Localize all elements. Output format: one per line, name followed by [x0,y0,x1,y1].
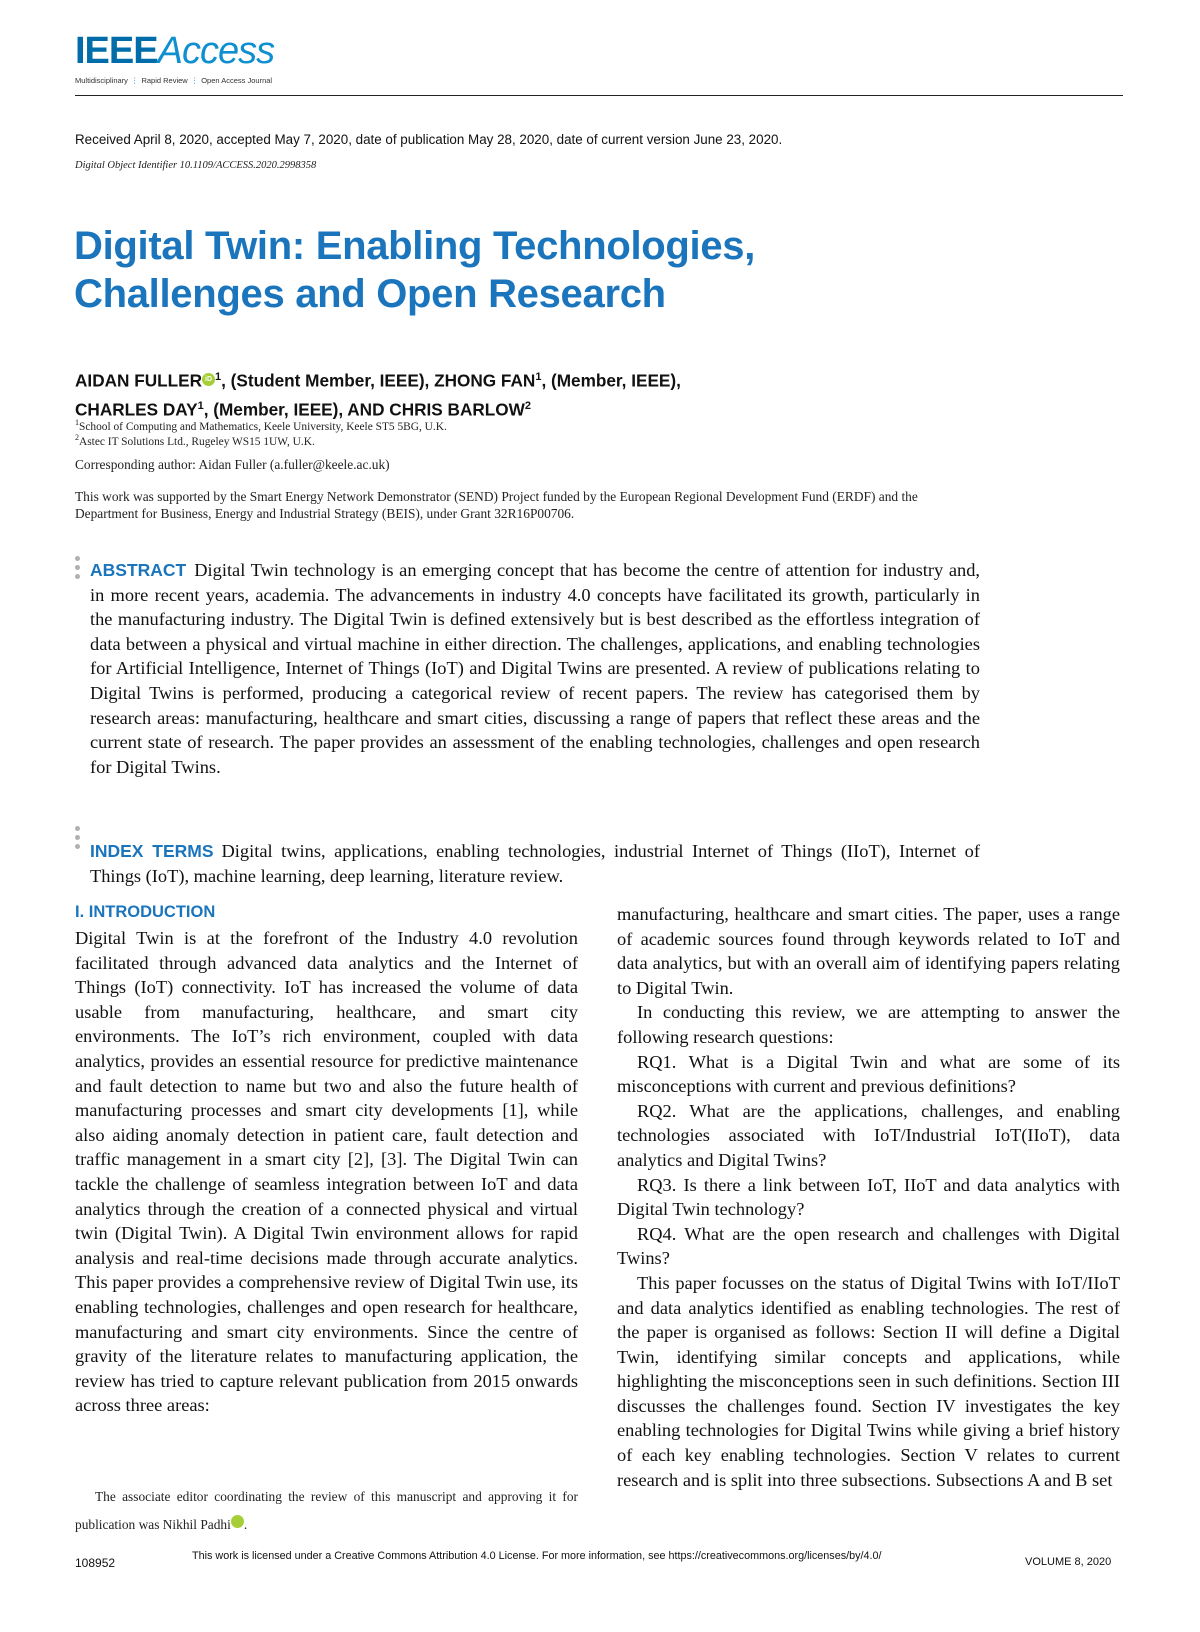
research-question: RQ2. What are the applications, challenges, and enabling technologies associated with IoT/Industrial IoT(IIoT), data analytics and Digital Twins? [617,1100,1120,1170]
body-paragraph: This paper focusses on the status of Digital Twins with IoT/IIoT and data analytics identified as enabling technologies. The rest of the paper is organised as follows: Section II will define a Digital Twin, identifying similar concepts and applications, while highlighting the misconceptions seen in such definitions. Section III discusses the challenges found. Section IV investigates the key enabling technologies for Digital Twins while giving a brief history of each key enabling technologies. Section V relates to current research and is split into three subsections. Subsections A and B set [617,1272,1120,1490]
volume-info: VOLUME 8, 2020 [1025,1556,1112,1568]
abstract-label: ABSTRACT [90,560,187,580]
body-paragraph: manufacturing, healthcare and smart cities. The paper, uses a range of academic sources found through keywords related to IoT and data analytics, but with an overall aim of identifying papers relating to Digital Twin. [617,904,1120,998]
orcid-icon[interactable]: iD [231,1515,244,1528]
tagline-separator: ⋮ [190,76,199,85]
abstract-text: Digital Twin technology is an emerging concept that has become the centre of attention for industry and, in more recent years, academia. The advancements in industry 4.0 concepts have facilitated its growth, particularly in the manufacturing industry. The Digital Twin is defined extensively but is best described as the effortless integration of data between a physical and virtual machine in either direction. The challenges, applications, and enabling technologies for Artificial Intelligence, Internet of Things (IoT) and Digital Twins are presented. A review of publications relating to Digital Twins is performed, producing a categorical review of recent papers. The review has categorised them by research areas: manufacturing, healthcare and smart cities, discussing a range of papers that reflect these areas and the current state of research. The paper provides an assessment of the enabling technologies, challenges and open research for Digital Twins. [90,560,980,777]
footnote-end: . [243,1517,248,1532]
author-list [75,365,1075,422]
affiliation-sup: 1 [75,418,79,427]
right-column [617,902,1120,1492]
orcid-icon[interactable]: iD [202,373,215,386]
header-divider [75,95,1123,96]
author-affil-sup: 2 [524,399,532,412]
title-line-2: Challenges and Open Research [74,272,666,316]
license-notice: This work is licensed under a Creative Commons Attribution 4.0 License. For more information, see https://creativecommons.org/licenses/by/4.0/ [192,1550,882,1562]
logo-tagline [75,76,272,85]
index-terms [90,839,980,888]
tagline-item: Multidisciplinary [75,76,128,85]
abstract-dots-marker [75,556,81,583]
author-affil-sup: 1 [197,399,204,412]
intro-paragraph: Digital Twin is at the forefront of the Industry 4.0 revolution facilitated through advanced data analytics and the Internet of Things (IoT) connectivity. IoT has increased the volume of data usable from manufacturing, healthcare, and smart city environments. The IoT’s rich environment, coupled with data analytics, provides an essential resource for predictive maintenance and fault detection to name but two and also the future health of manufacturing processes and smart city developments [1], while also aiding anomaly detection in patient care, fault detection and traffic management in a smart city [2], [3]. The Digital Twin can tackle the challenge of seamless integration between IoT and data analytics through the creation of a connected physical and virtual twin (Digital Twin). A Digital Twin environment allows for rapid analysis and real-time decisions made through accurate analytics. This paper provides a comprehensive review of Digital Twin use, its enabling technologies, challenges and open research for healthcare, manufacturing and smart city environments. Since the centre of gravity of the literature relates to manufacturing application, the review has tried to capture relevant publication from 2015 onwards across three areas: [75,928,578,1416]
author-affil-sup: 1 [535,371,542,383]
author-membership: , (Member, IEEE), [541,370,681,391]
section-heading: I. INTRODUCTION [75,903,216,921]
affiliation-1 [75,418,447,433]
research-question: RQ3. Is there a link between IoT, IIoT and data analytics with Digital Twin technology? [617,1174,1120,1220]
research-question: RQ1. What is a Digital Twin and what are some of its misconceptions with current and previous definitions? [617,1051,1120,1097]
research-question: RQ4. What are the open research and challenges with Digital Twins? [617,1223,1120,1269]
journal-logo [75,30,274,73]
author-affil-sup: 1 [215,371,222,383]
affiliation-2 [75,433,315,448]
paper-title [74,222,974,318]
index-terms-label: INDEX TERMS [90,841,214,861]
logo-access-text: Access [157,30,275,72]
body-paragraph: In conducting this review, we are attempting to answer the following research questions: [617,1002,1120,1047]
affiliation-text: Astec IT Solutions Ltd., Rugeley WS15 1UW, U.K. [79,435,315,448]
author-line-1 [75,365,1075,394]
received-dates: Received April 8, 2020, accepted May 7, 2020, date of publication May 28, 2020, date of current version June 23, 2020. [75,132,783,147]
title-line-1: Digital Twin: Enabling Technologies, [74,224,756,268]
index-terms-text: Digital twins, applications, enabling technologies, industrial Internet of Things (IIoT), Internet of Things (IoT), machine learning, deep learning, literature review. [90,841,980,886]
author-membership: , (Member, IEEE), AND [203,399,390,420]
author-name: CHRIS BARLOW [389,399,525,420]
footnote-text: The associate editor coordinating the review of this manuscript and approving it for publication was Nikhil Padhi [75,1489,578,1532]
corresponding-author: Corresponding author: Aidan Fuller (a.fuller@keele.ac.uk) [75,457,390,472]
author-name: AIDAN FULLER [75,370,202,391]
page-number: 108952 [75,1556,116,1570]
tagline-item: Open Access Journal [201,76,273,85]
affiliation-sup: 2 [75,433,79,442]
affiliation-text: School of Computing and Mathematics, Keele University, Keele ST5 5BG, U.K. [79,420,447,433]
doi-line: Digital Object Identifier 10.1109/ACCESS.2020.2998358 [75,160,317,171]
index-terms-dots-marker [75,826,81,853]
left-column [75,926,578,1418]
tagline-separator: ⋮ [130,76,139,85]
abstract [90,558,980,779]
tagline-item: Rapid Review [141,76,188,85]
author-name: CHARLES DAY [75,399,198,420]
logo-ieee-text: IEEE [75,30,158,72]
funding-note: This work was supported by the Smart Energy Network Demonstrator (SEND) Project funded by the European Regional Development Fund (ERDF) and the Department for Business, Energy and Industrial Strategy (BEIS), under Grant 32R16P00706. [75,489,918,521]
author-membership: , (Student Member, IEEE), [221,370,435,391]
author-name: ZHONG FAN [434,370,536,391]
editor-footnote [75,1483,578,1539]
